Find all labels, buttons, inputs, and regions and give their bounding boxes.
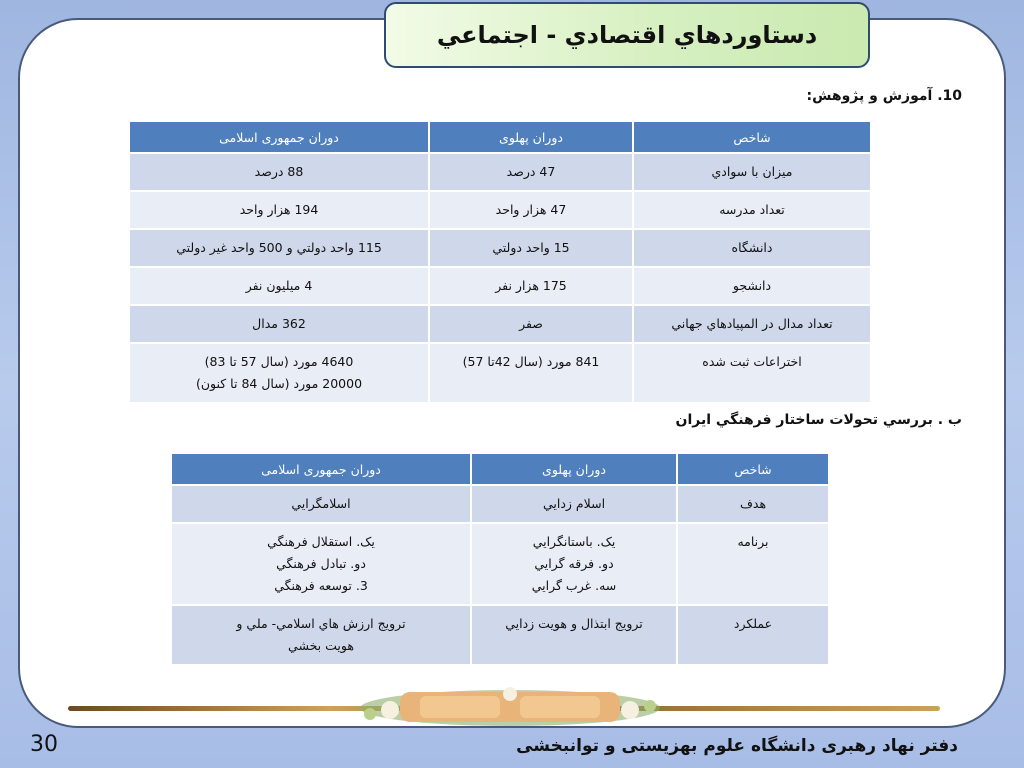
cell-indicator: دانشجو xyxy=(633,267,871,305)
cell-islamic-republic xyxy=(171,605,471,665)
cell-islamic-republic: 88 درصد xyxy=(129,153,429,191)
cell-indicator: برنامه xyxy=(677,523,829,605)
cell-indicator: تعداد مدال در المپيادهاي جهاني xyxy=(633,305,871,343)
cell-line: ترويج ارزش هاي اسلامي- ملي و xyxy=(236,616,406,631)
table-row xyxy=(129,229,871,267)
section1-heading: 10. آموزش و پژوهش: xyxy=(806,88,962,104)
header-islamic-republic: دوران جمهوری اسلامی xyxy=(171,453,471,485)
table-row xyxy=(129,153,871,191)
cell-indicator: تعداد مدرسه xyxy=(633,191,871,229)
cell-islamic-republic xyxy=(129,343,429,403)
header-indicator: شاخص xyxy=(633,121,871,153)
cell-islamic-republic: 194 هزار واحد xyxy=(129,191,429,229)
cell-line: دو. فرقه گرايي xyxy=(534,556,614,571)
cell-indicator: اختراعات ثبت شده xyxy=(633,343,871,403)
footer-text: دفتر نهاد رهبری دانشگاه علوم بهزیستی و توانبخشی xyxy=(516,736,958,756)
page-number: 30 xyxy=(30,732,58,757)
cell-indicator: هدف xyxy=(677,485,829,523)
cell-indicator: دانشگاه xyxy=(633,229,871,267)
cell-indicator: عملكرد xyxy=(677,605,829,665)
cell-pahlavi: 841 مورد (سال 42تا 57) xyxy=(429,343,633,403)
table-row xyxy=(171,605,829,665)
cell-line: 20000 مورد (سال 84 تا كنون) xyxy=(195,376,363,391)
header-islamic-republic: دوران جمهوری اسلامی xyxy=(129,121,429,153)
table-row xyxy=(129,191,871,229)
table-row xyxy=(171,485,829,523)
cell-pahlavi: صفر xyxy=(429,305,633,343)
cell-pahlavi: 47 هزار واحد xyxy=(429,191,633,229)
cell-pahlavi xyxy=(471,523,677,605)
cell-line: هويت بخشي xyxy=(288,638,354,653)
education-table xyxy=(128,120,872,404)
table-header-row xyxy=(129,121,871,153)
cell-line: دو. تبادل فرهنگي xyxy=(276,556,366,571)
cell-pahlavi: 15 واحد دولتي xyxy=(429,229,633,267)
cell-line: سه. غرب گرايي xyxy=(531,578,617,593)
cell-islamic-republic xyxy=(171,523,471,605)
cell-pahlavi: 47 درصد xyxy=(429,153,633,191)
header-indicator: شاخص xyxy=(677,453,829,485)
table-row xyxy=(129,343,871,403)
header-pahlavi: دوران پهلوی xyxy=(471,453,677,485)
culture-table xyxy=(170,452,830,666)
cell-islamic-republic: 4 ميليون نفر xyxy=(129,267,429,305)
cell-pahlavi: ترويج ابتذال و هويت زدايي xyxy=(471,605,677,665)
floral-ornament-icon xyxy=(330,680,690,736)
table-row xyxy=(129,267,871,305)
cell-line: 3. توسعه فرهنگي xyxy=(274,578,368,593)
table-row xyxy=(129,305,871,343)
cell-islamic-republic: اسلامگرايي xyxy=(171,485,471,523)
cell-line: یک. استقلال فرهنگي xyxy=(267,534,375,549)
section2-heading: ب . بررسي تحولات ساختار فرهنگي ايران xyxy=(675,412,962,428)
cell-islamic-republic: 362 مدال xyxy=(129,305,429,343)
cell-pahlavi: اسلام زدايي xyxy=(471,485,677,523)
slide-title: دستاوردهاي اقتصادي - اجتماعي xyxy=(384,2,870,68)
cell-line: یک. باستانگرايي xyxy=(532,534,616,549)
cell-pahlavi: 175 هزار نفر xyxy=(429,267,633,305)
header-pahlavi: دوران پهلوی xyxy=(429,121,633,153)
table-header-row xyxy=(171,453,829,485)
table-row xyxy=(171,523,829,605)
cell-indicator: ميزان با سوادي xyxy=(633,153,871,191)
cell-islamic-republic: 115 واحد دولتي و 500 واحد غير دولتي xyxy=(129,229,429,267)
cell-line: 4640 مورد (سال 57 تا 83) xyxy=(204,354,354,369)
